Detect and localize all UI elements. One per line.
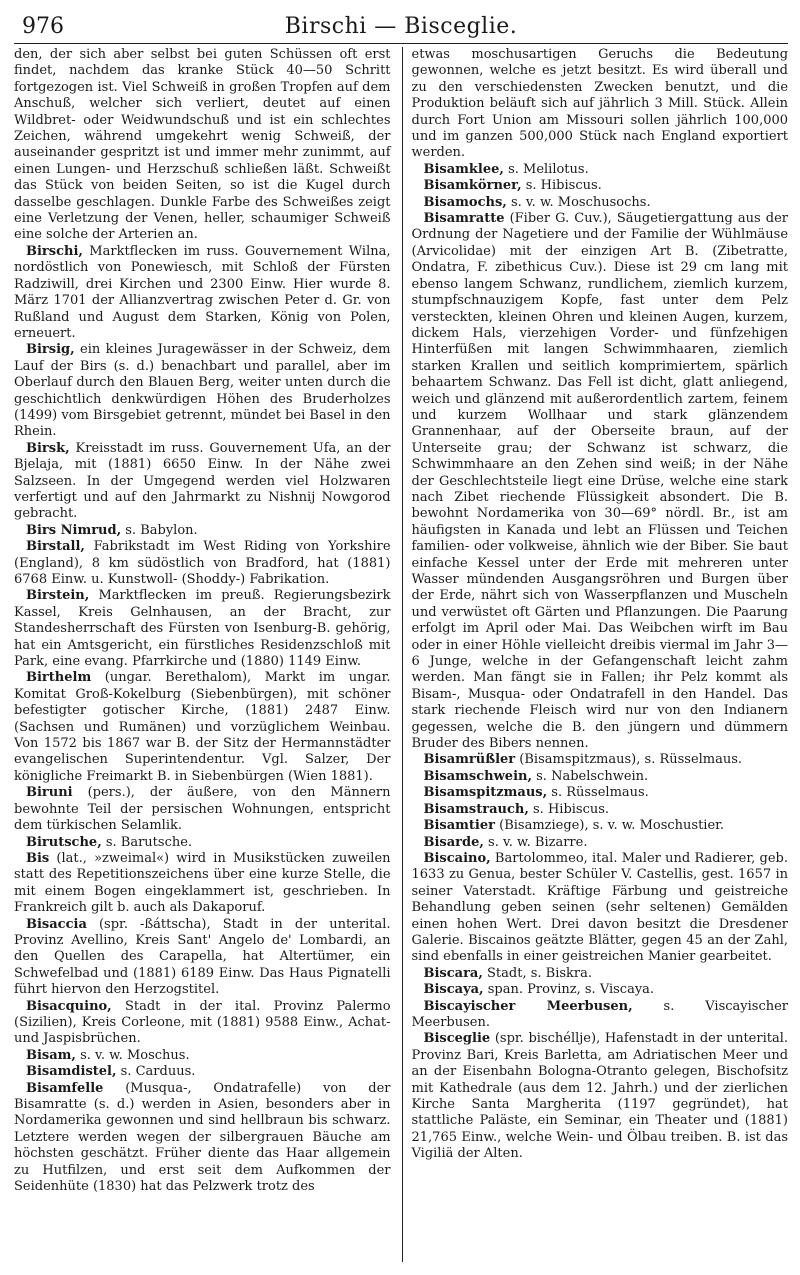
dictionary-entry: [14, 539, 391, 588]
dictionary-entry: [14, 917, 391, 999]
dictionary-entry: [14, 523, 391, 539]
entry-text: s. Viscayischer Meerbusen.: [411, 998, 788, 1030]
entry-headword: Bisamschwein,: [423, 768, 532, 784]
dictionary-entry: [412, 835, 789, 851]
entry-text: (lat., »zweimal«) wird in Musikstücken zuweilen statt des Repetitionszeichens über eine kurze Stelle, die mit einem Bogen eingeklammert ist, geschrieben. In Frankreich gilt b. auch als Dakaporuf.: [14, 850, 391, 916]
column-divider: [402, 47, 403, 1262]
entry-headword: Birs Nimrud,: [26, 522, 122, 538]
dictionary-entry: [412, 785, 789, 801]
page-title: Birschi — Bisceglie.: [284, 14, 518, 39]
dictionary-entry: [412, 769, 789, 785]
dictionary-entry: [412, 966, 789, 982]
dictionary-entry: [14, 851, 391, 917]
entry-continuation: [14, 47, 391, 244]
entry-headword: Birstein,: [26, 588, 90, 604]
entry-headword: Bisamklee,: [423, 161, 504, 177]
entry-text: (Bisamziege), s. v. w. Moschustier.: [495, 818, 725, 834]
entry-text: ein kleines Juragewässer in der Schweiz, dem Lauf der Birs (s. d.) benachbart und parallel, aber im Oberlauf durch den Blauen Berg, weiter unten durch die geschichtlich denkwürdigen Höhen des Bruderholzes (1499) vom Birsgebiet getrennt, mündet bei Basel in den Rhein.: [14, 342, 391, 440]
entry-headword: Bisamtier: [423, 818, 495, 834]
dictionary-entry: [412, 851, 789, 966]
entry-headword: Birutsche,: [26, 834, 102, 850]
dictionary-entry: [14, 785, 391, 834]
entry-headword: Bisamdistel,: [26, 1064, 117, 1080]
entry-headword: Bis: [26, 850, 50, 866]
entry-headword: Bisamstrauch,: [423, 801, 529, 817]
entry-headword: Biscaya,: [423, 982, 484, 998]
entry-text: (spr. bischéllje), Hafenstadt in der unterital. Provinz Bari, Kreis Barletta, am Adriatischen Meer und an der Eisenbahn Bologna-Otranto gelegen, Bischofsitz mit Kathedrale (aus dem 12. Jahrh.) und der zierlichen Kirche Santa Margherita (1197 gegründet), hat stattliche Paläste, ein Seminar, ein Theater und (1881) 21,765 Einw., welche Wein- und Ölbau treiben. B. ist das Vigiliä der Alten.: [411, 1031, 789, 1162]
entry-text: (spr. -ßáttscha), Stadt in der unterital. Provinz Avellino, Kreis Sant' Angelo de' Lombardi, an den Quellen des Carapella, hat Altertümer, ein Schwefelbad und (1881) 6189 Einw. Das Haus Pignatelli führt hiervon den Herzogstitel.: [14, 916, 391, 998]
entry-text: Stadt, s. Biskra.: [482, 965, 593, 981]
entry-headword: Bisacquino,: [26, 998, 112, 1014]
entry-text: s. v. w. Bizarre.: [483, 834, 588, 850]
dictionary-entry: [14, 441, 391, 523]
entry-text: Bartolommeo, ital. Maler und Radierer, geb. 1633 zu Genua, bester Schüler V. Castellis, gest. 1657 in seiner Vaterstadt. Kräftige Färbung und geistreiche Behandlung geben seinen (sehr seltenen) Gemälden einen hohen Wert. Drei davon besitzt die Dresdener Galerie. Biscainos geätzte Blätter, gegen 45 an der Zahl, sind ebenfalls in einer geistreichen Manier gearbeitet.: [411, 850, 789, 965]
entry-headword: Bisamochs,: [423, 194, 507, 210]
dictionary-entry: [412, 818, 789, 834]
columns: [14, 47, 788, 1262]
entry-headword: Bisaccia: [26, 916, 87, 932]
entry-text: (pers.), der äußere, von den Männern bewohnte Teil der persischen Wohnungen, entspricht dem türkischen Selamlik.: [14, 785, 391, 834]
dictionary-entry: [412, 999, 789, 1032]
dictionary-entry: [412, 211, 789, 752]
dictionary-entry: [412, 162, 789, 178]
entry-headword: Birschi,: [26, 243, 83, 259]
entry-headword: Biruni: [26, 785, 73, 801]
entry-text: s. Hibiscus.: [528, 801, 610, 817]
entry-headword: Birstall,: [26, 539, 85, 555]
entry-text: (Fiber G. Cuv.), Säugetiergattung aus der Ordnung der Nagetiere und der Familie der Wühlmäuse (Arvicolidae) mit der einzigen Art B. (Zibetratte, Ondatra, F. zibethicus Cuv.). Diese ist 29 cm lang mit ebenso langem Schwanz, rundlichem, ziemlich kurzem, stumpfschnauzigem Kopfe, fast unter dem Pelz versteckten, kleinen Ohren und kleinen Augen, kurzem, dickem Hals, vierzehigen Vorder- und fünfzehigen Hinterfüßen mit langen Schwimmhaaren, ziemlich starken Krallen und seitlich komprimiertem, spärlich behaartem Schwanz. Das Fell ist dicht, glatt anliegend, weich und glänzend mit außerordentlich zartem, feinem und kurzem Wollhaar und stark glänzendem Grannenhaar, auf der Oberseite braun, auf der Unterseite grau; der Schwanz ist schwarz, die Schwimmhaare an den Zehen sind weiß; in der Nähe der Geschlechtsteile liegt eine Drüse, welche eine stark nach Zibet riechende Flüssigkeit absondert. Die B. bewohnt Nordamerika von 30—69° nördl. Br., ist am häufigsten in Kanada und lebt an Flüssen und Teichen familien- oder volkweise, ähnlich wie der Biber. Sie baut einfache Kessel unter der Erde mit mehreren unter Wasser mündenden Ausgangsröhren und Burgen über der Erde, nährt sich von Wasserpflanzen und Muscheln und verwüstet oft Gärten und Pflanzungen. Die Paarung erfolgt im April oder Mai. Das Weibchen wirft im Bau oder in einer Höhle vielleicht dreibis viermal im Jahr 3—6 Junge, welche in der Gefangenschaft leicht zahm werden. Man fängt sie in Fallen; ihr Pelz kommt als Bisam-, Musqua- oder Ondatrafell in den Handel. Das stark riechende Fleisch wird nur von den Indianern gegessen, welche die B. den jüngern und dümmern Bruder des Bibers nennen.: [411, 211, 789, 752]
entry-text: s. v. w. Moschusochs.: [506, 194, 651, 210]
entry-text: s. Barutsche.: [101, 834, 193, 850]
entry-headword: Bisceglie: [423, 1031, 491, 1047]
entry-text: span. Provinz, s. Viscaya.: [483, 982, 655, 998]
entry-text: s. v. w. Moschus.: [75, 1047, 190, 1063]
right-column: [408, 47, 789, 1262]
dictionary-entry: [14, 588, 391, 670]
entry-text: (Musqua-, Ondatrafelle) von der Bisamratte (s. d.) werden in Asien, besonders aber in Nordamerika gewonnen und sind hellbraun bis schwarz. Letztere werden wegen der silbergrauen Bäuche am höchsten geschätzt. Früher diente das Haar allgemein zu Hutfilzen, und erst seit dem Aufkommen der Seidenhüte (1830) hat das Pelzwerk trotz des: [14, 1080, 391, 1195]
dictionary-entry: [14, 1081, 391, 1196]
entry-headword: Bisam,: [26, 1047, 76, 1063]
dictionary-entry: [412, 752, 789, 768]
page-header: [14, 0, 788, 44]
entry-text: (Bisamspitzmaus), s. Rüsselmaus.: [515, 752, 743, 768]
dictionary-entry: [14, 342, 391, 440]
dictionary-entry: [412, 1031, 789, 1162]
left-column: [14, 47, 397, 1262]
entry-headword: Bisamfelle: [26, 1080, 104, 1096]
dictionary-entry: [14, 1064, 391, 1080]
dictionary-entry: [412, 802, 789, 818]
dictionary-entry: [14, 835, 391, 851]
entry-headword: Birthelm: [26, 670, 92, 686]
entry-text: Marktflecken im preuß. Regierungsbezirk Kassel, Kreis Gelnhausen, an der Bracht, zur Standesherrschaft des Fürsten von Isenburg-B. gehörig, hat ein Amtsgericht, ein fürstliches Residenzschloß mit Park, eine evang. Pfarrkirche und (1880) 1149 Einw.: [14, 588, 391, 670]
entry-headword: Bisarde,: [423, 834, 484, 850]
entry-headword: Bisamratte: [423, 211, 505, 227]
entry-headword: Biscaino,: [423, 850, 491, 866]
entry-text: (ungar. Berethalom), Markt im ungar. Komitat Groß-Kokelburg (Siebenbürgen), mit schöner befestigter gotischer Kirche, (1881) 2487 Einw. (Sachsen und Rumänen) und vorzüglichem Weinbau. Von 1572 bis 1867 war B. der Sitz der Hermannstädter evangelischen Superintendentur. Vgl. Salzer, Der königliche Freimarkt B. in Siebenbürgen (Wien 1881).: [14, 670, 391, 784]
entry-text: s. Melilotus.: [503, 161, 589, 177]
entry-headword: Biscayischer Meerbusen,: [423, 998, 633, 1014]
entry-text: s. Nabelschwein.: [532, 768, 649, 784]
entry-headword: Birsk,: [26, 440, 70, 456]
entry-text: s. Rüsselmaus.: [547, 785, 649, 801]
dictionary-entry: [14, 670, 391, 785]
entry-text: s. Hibiscus.: [521, 178, 602, 194]
entry-text: s. Carduus.: [116, 1064, 196, 1080]
entry-text: Kreisstadt im russ. Gouvernement Ufa, an der Bjelaja, mit (1881) 6650 Einw. In der Nähe zwei Salzseen. In der Umgegend werden viel Holzwaren verfertigt und auf den Jahrmarkt zu Nishnij Nowgorod gebracht.: [14, 440, 391, 522]
entry-text: den, der sich aber selbst bei guten Schüssen oft erst findet, nachdem das kranke Stück 40—50 Schritt fortgezogen ist. Viel Schweiß in großen Tropfen auf dem Anschuß, welcher sich verliert, deutet auf einen Wildbret- oder Weidwundschuß und ist ein schlechtes Zeichen, während umgekehrt wenig Schweiß, der auseinander gespritzt ist und immer mehr zunimmt, auf einen Lungen- und Herzschuß schließen läßt. Schweißt das Stück von beiden Seiten, so ist die Kugel durch dasselbe geschlagen. Dunkle Farbe des Schweißes zeigt eine Verletzung der Venen, heller, schaumiger Schweiß eine solche der Arterien an.: [14, 47, 391, 243]
entry-headword: Birsig,: [26, 342, 75, 358]
dictionary-entry: [412, 195, 789, 211]
dictionary-entry: [412, 178, 789, 194]
dictionary-entry: [14, 244, 391, 342]
entry-text: Fabrikstadt im West Riding von Yorkshire (England), 8 km südöstlich von Bradford, hat (1881) 6768 Einw. u. Kunstwoll- (Shoddy-) Fabrikation.: [14, 539, 391, 587]
entry-text: Marktflecken im russ. Gouvernement Wilna, nordöstlich von Ponewiesch, mit Schloß der Fürsten Radziwill, drei Kirchen und 2300 Einw. Hier wurde 8. März 1701 der Allianzvertrag zwischen Peter d. Gr. von Rußland und August dem Starken, König von Polen, erneuert.: [14, 243, 391, 341]
entry-continuation: [412, 47, 789, 162]
entry-headword: Bisamspitzmaus,: [423, 785, 548, 801]
page-number: 976: [22, 14, 64, 39]
dictionary-entry: [14, 1048, 391, 1064]
dictionary-entry: [14, 999, 391, 1048]
entry-text: s. Babylon.: [121, 522, 198, 538]
entry-headword: Bisamrüßler: [423, 752, 516, 768]
dictionary-entry: [412, 982, 789, 998]
entry-headword: Bisamkörner,: [423, 178, 522, 194]
entry-headword: Biscara,: [423, 965, 483, 981]
entry-text: Stadt in der ital. Provinz Palermo (Sizilien), Kreis Corleone, mit (1881) 9588 Einw., Achat- und Jaspisbrüchen.: [14, 998, 391, 1047]
entry-text: etwas moschusartigen Geruchs die Bedeutung gewonnen, welche es jetzt besitzt. Es wird überall und zu den verschiedensten Zwecken benutzt, und die Produktion beläuft sich auf jährlich 3 Mill. Stück. Allein durch Fort Union am Missouri sollen jährlich 100,000 und im ganzen 500,000 Stück nach England exportiert werden.: [411, 47, 789, 161]
